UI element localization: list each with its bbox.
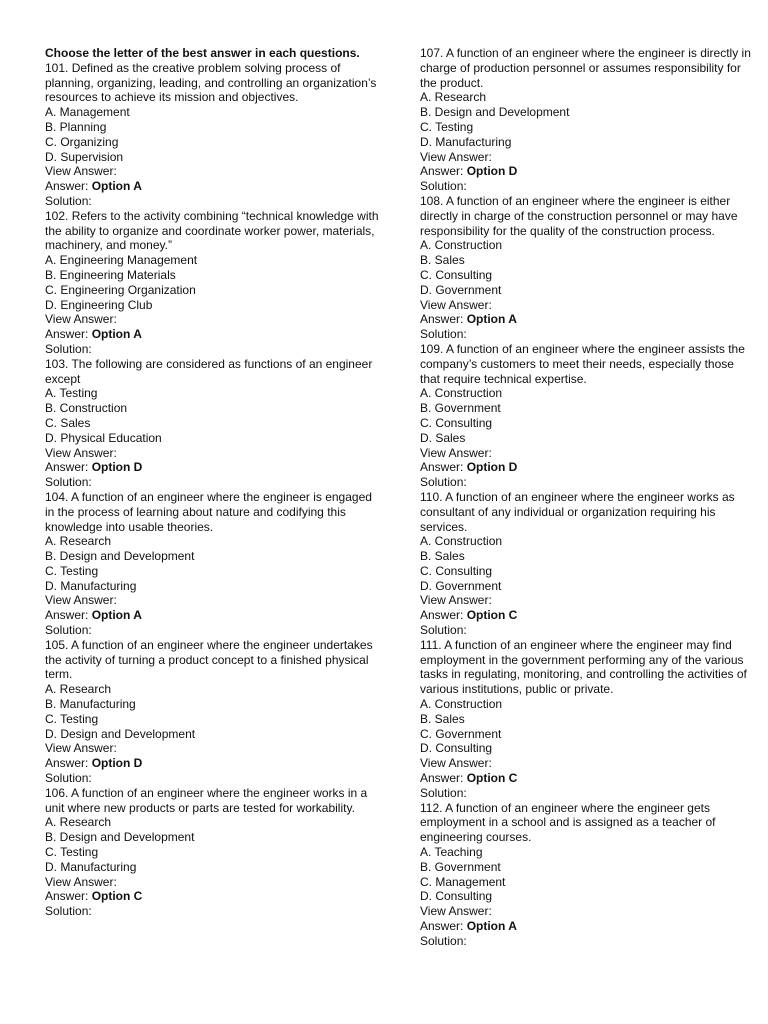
answer-label: Answer: — [45, 460, 92, 475]
solution-label: Solution: — [420, 785, 467, 800]
answer-option: C. Engineering Organization — [45, 282, 196, 297]
answer-option: A. Construction — [420, 238, 503, 253]
question-text: 102. Refers to the activity combining “technical knowledge with the ability to organize and coordinate worker power, materials, machinery, and money.” — [45, 208, 379, 253]
solution-label: Solution: — [45, 475, 92, 490]
question-block — [45, 357, 380, 490]
question-text: 107. A function of an engineer where the engineer is directly in charge of production personnel or assumes responsibility for the product. — [420, 46, 751, 90]
answer-option: A. Management — [45, 105, 130, 120]
answer-option: A. Research — [420, 90, 487, 105]
answer-option: C. Testing — [45, 711, 99, 726]
view-answer-link[interactable]: View Answer: — [420, 904, 492, 919]
question-text: 112. A function of an engineer where the engineer gets employment in a school and is assigned as a teacher of engineering courses. — [420, 800, 716, 845]
answer-line — [45, 327, 380, 342]
answer-line — [45, 608, 380, 623]
answer-value: Option A — [91, 179, 142, 194]
answer-line — [45, 179, 380, 194]
answer-option: A. Teaching — [420, 845, 483, 860]
answer-option: A. Research — [45, 815, 112, 830]
answer-label: Answer: — [45, 756, 92, 771]
answer-line — [420, 919, 755, 934]
answer-option: B. Manufacturing — [45, 697, 136, 712]
solution-label: Solution: — [420, 623, 467, 638]
answer-line — [420, 164, 755, 179]
question-list-left — [45, 61, 380, 919]
answer-option: B. Government — [420, 401, 501, 416]
answer-option: D. Government — [420, 578, 502, 593]
view-answer-link[interactable]: View Answer: — [45, 445, 117, 460]
answer-value: Option A — [466, 312, 517, 327]
answer-option: D. Design and Development — [45, 726, 196, 741]
answer-option: D. Supervision — [45, 149, 124, 164]
answer-option: A. Construction — [420, 697, 503, 712]
view-answer-link[interactable]: View Answer: — [45, 164, 117, 179]
answer-line — [45, 756, 380, 771]
answer-label: Answer: — [420, 164, 467, 179]
answer-line — [420, 460, 755, 475]
answer-option: C. Testing — [45, 845, 99, 860]
answer-option: B. Construction — [45, 401, 128, 416]
view-answer-link[interactable]: View Answer: — [45, 741, 117, 756]
answer-option: B. Design and Development — [420, 105, 570, 120]
answer-value: Option D — [466, 460, 518, 475]
answer-option: B. Engineering Materials — [45, 267, 176, 282]
answer-option: C. Consulting — [420, 267, 493, 282]
answer-option: C. Government — [420, 726, 502, 741]
answer-option: A. Construction — [420, 386, 503, 401]
answer-line — [45, 460, 380, 475]
answer-option: B. Planning — [45, 119, 107, 134]
answer-option: C. Sales — [45, 415, 91, 430]
view-answer-link[interactable]: View Answer: — [45, 312, 117, 327]
question-text: 101. Defined as the creative problem solving process of planning, organizing, leading, and controlling an organization’s resources to achieve its mission and objectives. — [45, 60, 377, 105]
question-block — [420, 801, 755, 949]
question-block — [45, 638, 380, 786]
answer-line — [420, 312, 755, 327]
solution-label: Solution: — [420, 327, 467, 342]
answer-option: C. Testing — [420, 119, 474, 134]
answer-option: A. Construction — [420, 534, 503, 549]
solution-label: Solution: — [420, 475, 467, 490]
question-text: 109. A function of an engineer where the engineer assists the company’s customers to meet their needs, especially those that require technical expertise. — [420, 341, 745, 386]
answer-option: B. Design and Development — [45, 549, 195, 564]
question-text: 111. A function of an engineer where the engineer may find employment in the government performing any of the various tasks in regulating, monitoring, and controlling the activities of various institutions, public or private. — [420, 637, 747, 697]
answer-option: B. Design and Development — [45, 830, 195, 845]
answer-label: Answer: — [420, 608, 467, 623]
question-block — [420, 490, 755, 638]
solution-label: Solution: — [45, 623, 92, 638]
answer-value: Option C — [466, 771, 518, 786]
left-column — [45, 46, 380, 919]
answer-option: D. Manufacturing — [420, 134, 512, 149]
answer-value: Option A — [91, 327, 142, 342]
view-answer-link[interactable]: View Answer: — [45, 593, 117, 608]
answer-value: Option D — [91, 460, 143, 475]
answer-line — [420, 771, 755, 786]
question-block — [420, 342, 755, 490]
solution-label: Solution: — [45, 904, 92, 919]
solution-label: Solution: — [45, 193, 92, 208]
answer-value: Option D — [91, 756, 143, 771]
answer-value: Option C — [91, 889, 143, 904]
instructions-heading: Choose the letter of the best answer in each questions. — [45, 46, 360, 60]
view-answer-link[interactable]: View Answer: — [45, 874, 117, 889]
answer-option: D. Manufacturing — [45, 578, 137, 593]
answer-label: Answer: — [45, 179, 92, 194]
answer-option: A. Engineering Management — [45, 253, 198, 268]
question-block — [45, 786, 380, 919]
answer-value: Option A — [91, 608, 142, 623]
view-answer-link[interactable]: View Answer: — [420, 593, 492, 608]
question-text: 105. A function of an engineer where the engineer undertakes the activity of turning a product concept to a finished physical term. — [45, 637, 373, 682]
right-column — [420, 46, 755, 949]
solution-label: Solution: — [45, 771, 92, 786]
answer-line — [420, 608, 755, 623]
answer-option: A. Research — [45, 534, 112, 549]
question-block — [45, 209, 380, 357]
answer-label: Answer: — [45, 608, 92, 623]
question-block — [420, 194, 755, 342]
answer-label: Answer: — [420, 919, 467, 934]
question-text: 108. A function of an engineer where the engineer is either directly in charge of the construction personnel or may have responsibility for the quality of the construction process. — [420, 193, 738, 238]
answer-option: C. Consulting — [420, 415, 493, 430]
answer-option: A. Testing — [45, 386, 98, 401]
answer-option: C. Organizing — [45, 134, 119, 149]
view-answer-link[interactable]: View Answer: — [420, 297, 492, 312]
answer-option: D. Physical Education — [45, 430, 162, 445]
answer-option: D. Government — [420, 282, 502, 297]
answer-option: C. Testing — [45, 563, 99, 578]
answer-label: Answer: — [420, 312, 467, 327]
question-block — [45, 490, 380, 638]
question-block — [420, 638, 755, 801]
question-text: 110. A function of an engineer where the engineer works as consultant of any individual or organization requiring his services. — [420, 489, 735, 534]
answer-option: B. Sales — [420, 711, 465, 726]
solution-label: Solution: — [420, 933, 467, 948]
answer-option: D. Manufacturing — [45, 859, 137, 874]
question-text: 104. A function of an engineer where the engineer is engaged in the process of learning about nature and codifying this knowledge into usable theories. — [45, 489, 372, 534]
answer-option: D. Sales — [420, 430, 466, 445]
solution-label: Solution: — [420, 179, 467, 194]
answer-label: Answer: — [45, 327, 92, 342]
answer-option: C. Consulting — [420, 563, 493, 578]
answer-value: Option D — [466, 164, 518, 179]
question-list-right — [420, 46, 755, 949]
answer-label: Answer: — [420, 771, 467, 786]
answer-line — [45, 889, 380, 904]
answer-option: D. Engineering Club — [45, 297, 153, 312]
view-answer-link[interactable]: View Answer: — [420, 445, 492, 460]
answer-option: B. Sales — [420, 253, 465, 268]
answer-option: B. Sales — [420, 549, 465, 564]
answer-label: Answer: — [420, 460, 467, 475]
view-answer-link[interactable]: View Answer: — [420, 756, 492, 771]
solution-label: Solution: — [45, 341, 92, 356]
answer-value: Option C — [466, 608, 518, 623]
answer-option: B. Government — [420, 859, 501, 874]
answer-option: A. Research — [45, 682, 112, 697]
answer-label: Answer: — [45, 889, 92, 904]
question-block — [45, 61, 380, 209]
answer-value: Option A — [466, 919, 517, 934]
question-text: 103. The following are considered as functions of an engineer except — [45, 356, 373, 386]
question-text: 106. A function of an engineer where the engineer works in a unit where new products or parts are tested for workability. — [45, 785, 368, 815]
answer-option: C. Management — [420, 874, 506, 889]
question-block — [420, 46, 755, 194]
view-answer-link[interactable]: View Answer: — [420, 149, 492, 164]
answer-option: D. Consulting — [420, 741, 493, 756]
answer-option: D. Consulting — [420, 889, 493, 904]
